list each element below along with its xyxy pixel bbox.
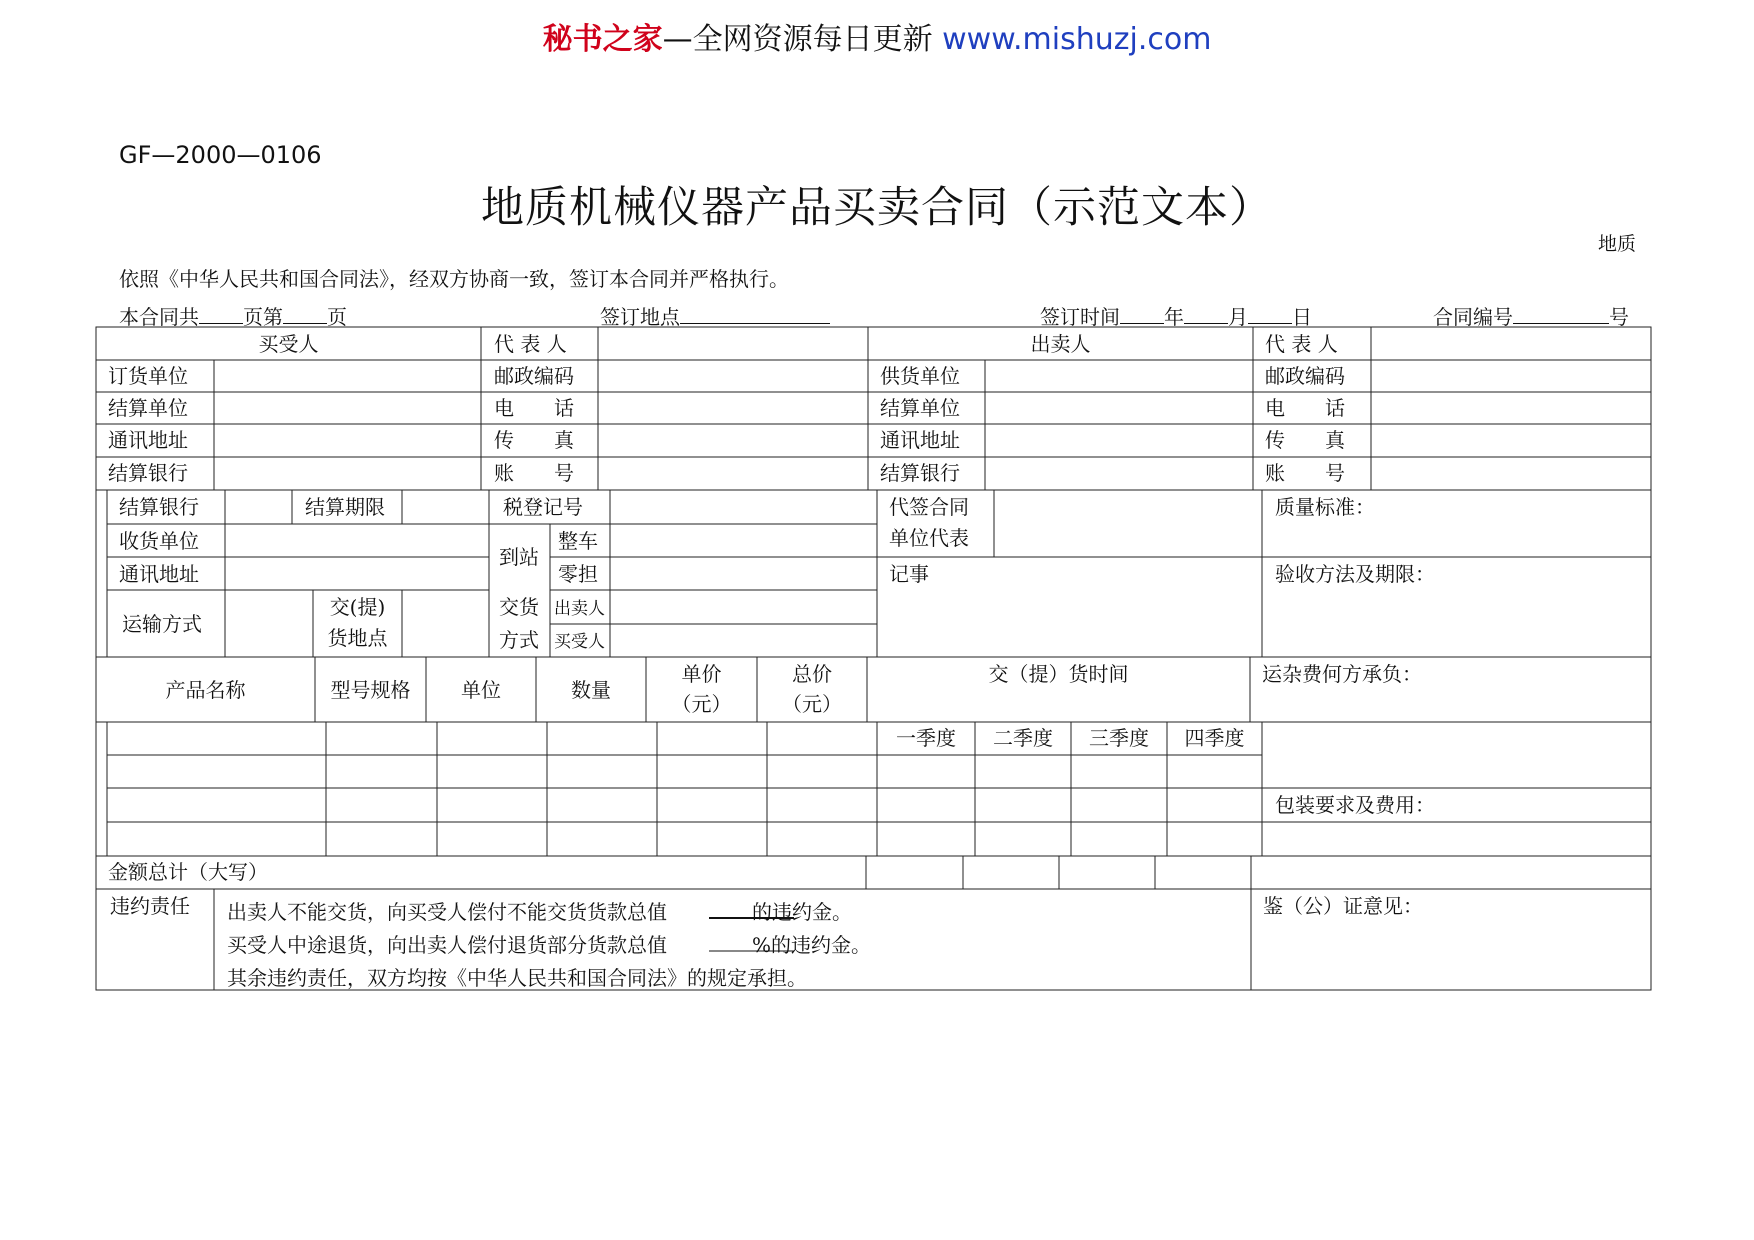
page-title: 地质机械仪器产品买卖合同（示范文本） <box>481 183 1273 233</box>
buyer-phone-label: 电 话 <box>494 396 574 420</box>
delivery-time-header: 交（提）货时间 <box>988 662 1129 686</box>
buyer-bank-label: 结算银行 <box>108 461 188 485</box>
page-count <box>119 301 347 330</box>
full-carload-label: 整车 <box>558 529 598 553</box>
seller-representative-label: 代 表 人 <box>1265 332 1338 356</box>
settlement-period-label: 结算期限 <box>305 495 385 519</box>
banner-tagline: —全网资源每日更新 <box>662 22 943 57</box>
liability-line-1-b: 的违约金。 <box>752 900 852 924</box>
seller-account-label: 账 号 <box>1265 461 1345 485</box>
site-banner <box>0 14 1754 58</box>
liability-line-1-a: 出卖人不能交货，向买受人偿付不能交货货款总值 <box>227 900 667 924</box>
liability-line-3: 其余违约责任，双方均按《中华人民共和国合同法》的规定承担。 <box>227 966 807 990</box>
contract-number-label: 合同编号 <box>1433 305 1513 329</box>
contract-number-suffix: 号 <box>1609 305 1629 329</box>
receiver-address-label: 通讯地址 <box>119 562 199 586</box>
sign-place <box>600 301 830 330</box>
seller-bank-label: 结算银行 <box>880 461 960 485</box>
agent-unit-label: 代签合同 <box>889 495 969 519</box>
buyer-heading: 买受人 <box>258 332 319 356</box>
seller-settlement-unit-label: 结算单位 <box>880 396 960 420</box>
unit-header: 单位 <box>461 678 501 702</box>
buyer-fax-label: 传 真 <box>494 428 574 452</box>
quarter-2-header: 二季度 <box>993 726 1053 750</box>
unit-price-header: 单价 <box>681 662 722 686</box>
seller-heading: 出卖人 <box>1030 332 1091 356</box>
buyer-settlement-unit-label: 结算单位 <box>108 396 188 420</box>
less-carload-label: 零担 <box>558 562 598 586</box>
seller-postcode-label: 邮政编码 <box>1265 364 1345 388</box>
banner-brand: 秘书之家 <box>542 22 663 57</box>
tax-registration-label: 税登记号 <box>503 495 583 519</box>
quarter-1-header: 一季度 <box>896 726 956 750</box>
liability-label: 违约责任 <box>110 894 190 918</box>
mode-by-buyer-label: 买受人 <box>554 632 605 652</box>
notary-opinion-label: 鉴（公）证意见： <box>1263 894 1423 918</box>
delivery-mode-label-b: 方式 <box>499 628 539 652</box>
sign-place-label: 签订地点 <box>600 305 680 329</box>
agent-representative-label: 单位代表 <box>889 526 969 550</box>
liability-line-1 <box>227 896 852 925</box>
month-label: 月 <box>1228 305 1248 329</box>
year-label: 年 <box>1164 305 1184 329</box>
corner-label: 地质 <box>1598 233 1637 255</box>
memo-label: 记事 <box>889 562 929 586</box>
seller-address-label: 通讯地址 <box>880 428 960 452</box>
freight-label: 运杂费何方承负： <box>1262 662 1422 686</box>
quarter-3-header: 三季度 <box>1089 726 1149 750</box>
total-price-header: 总价 <box>792 662 832 686</box>
pages-label-c: 页 <box>327 305 347 329</box>
unit-price-unit: （元） <box>671 692 732 716</box>
buyer-account-label: 账 号 <box>494 461 574 485</box>
seller-phone-label: 电 话 <box>1265 396 1345 420</box>
day-label: 日 <box>1292 305 1312 329</box>
delivery-mode-label-a: 交货 <box>499 595 539 619</box>
seller-fax-label: 传 真 <box>1265 428 1345 452</box>
intro-text: 依照《中华人民共和国合同法》，经双方协商一致，签订本合同并严格执行。 <box>119 267 789 291</box>
total-price-unit: （元） <box>782 692 842 716</box>
quarter-4-header: 四季度 <box>1184 726 1245 750</box>
liability-line-2 <box>227 929 871 958</box>
total-amount-label: 金额总计（大写） <box>108 860 268 884</box>
sign-time-label: 签订时间 <box>1040 305 1120 329</box>
sign-time <box>1040 301 1312 330</box>
contract-number <box>1433 301 1629 330</box>
transport-mode-label: 运输方式 <box>122 612 202 636</box>
seller-supply-unit-label: 供货单位 <box>880 364 960 388</box>
pages-label-b: 页第 <box>243 305 283 329</box>
buyer-representative-label: 代 表 人 <box>494 332 567 356</box>
delivery-place-label-b: 货地点 <box>327 626 388 650</box>
quality-standard-label: 质量标准： <box>1275 495 1375 519</box>
mode-by-seller-label: 出卖人 <box>554 599 605 619</box>
settlement-bank-label: 结算银行 <box>119 495 199 519</box>
buyer-postcode-label: 邮政编码 <box>494 364 574 388</box>
receiving-unit-label: 收货单位 <box>119 529 199 553</box>
model-spec-header: 型号规格 <box>330 678 411 702</box>
arrival-station-label: 到站 <box>499 545 539 569</box>
delivery-place-label-a: 交(提) <box>329 595 386 619</box>
product-name-header: 产品名称 <box>165 678 246 702</box>
liability-line-2-a: 买受人中途退货，向出卖人偿付退货部分货款总值 <box>227 933 667 957</box>
contract-code: GF—2000—0106 <box>119 141 322 169</box>
buyer-address-label: 通讯地址 <box>108 428 188 452</box>
acceptance-method-label: 验收方法及期限： <box>1275 562 1435 586</box>
buyer-order-unit-label: 订货单位 <box>108 364 188 388</box>
pages-label-a: 本合同共 <box>119 305 199 329</box>
packaging-label: 包装要求及费用： <box>1275 793 1435 817</box>
liability-line-2-b: %的违约金。 <box>752 933 872 957</box>
quantity-header: 数量 <box>571 678 611 702</box>
banner-url[interactable]: www.mishuzj.com <box>942 22 1212 57</box>
